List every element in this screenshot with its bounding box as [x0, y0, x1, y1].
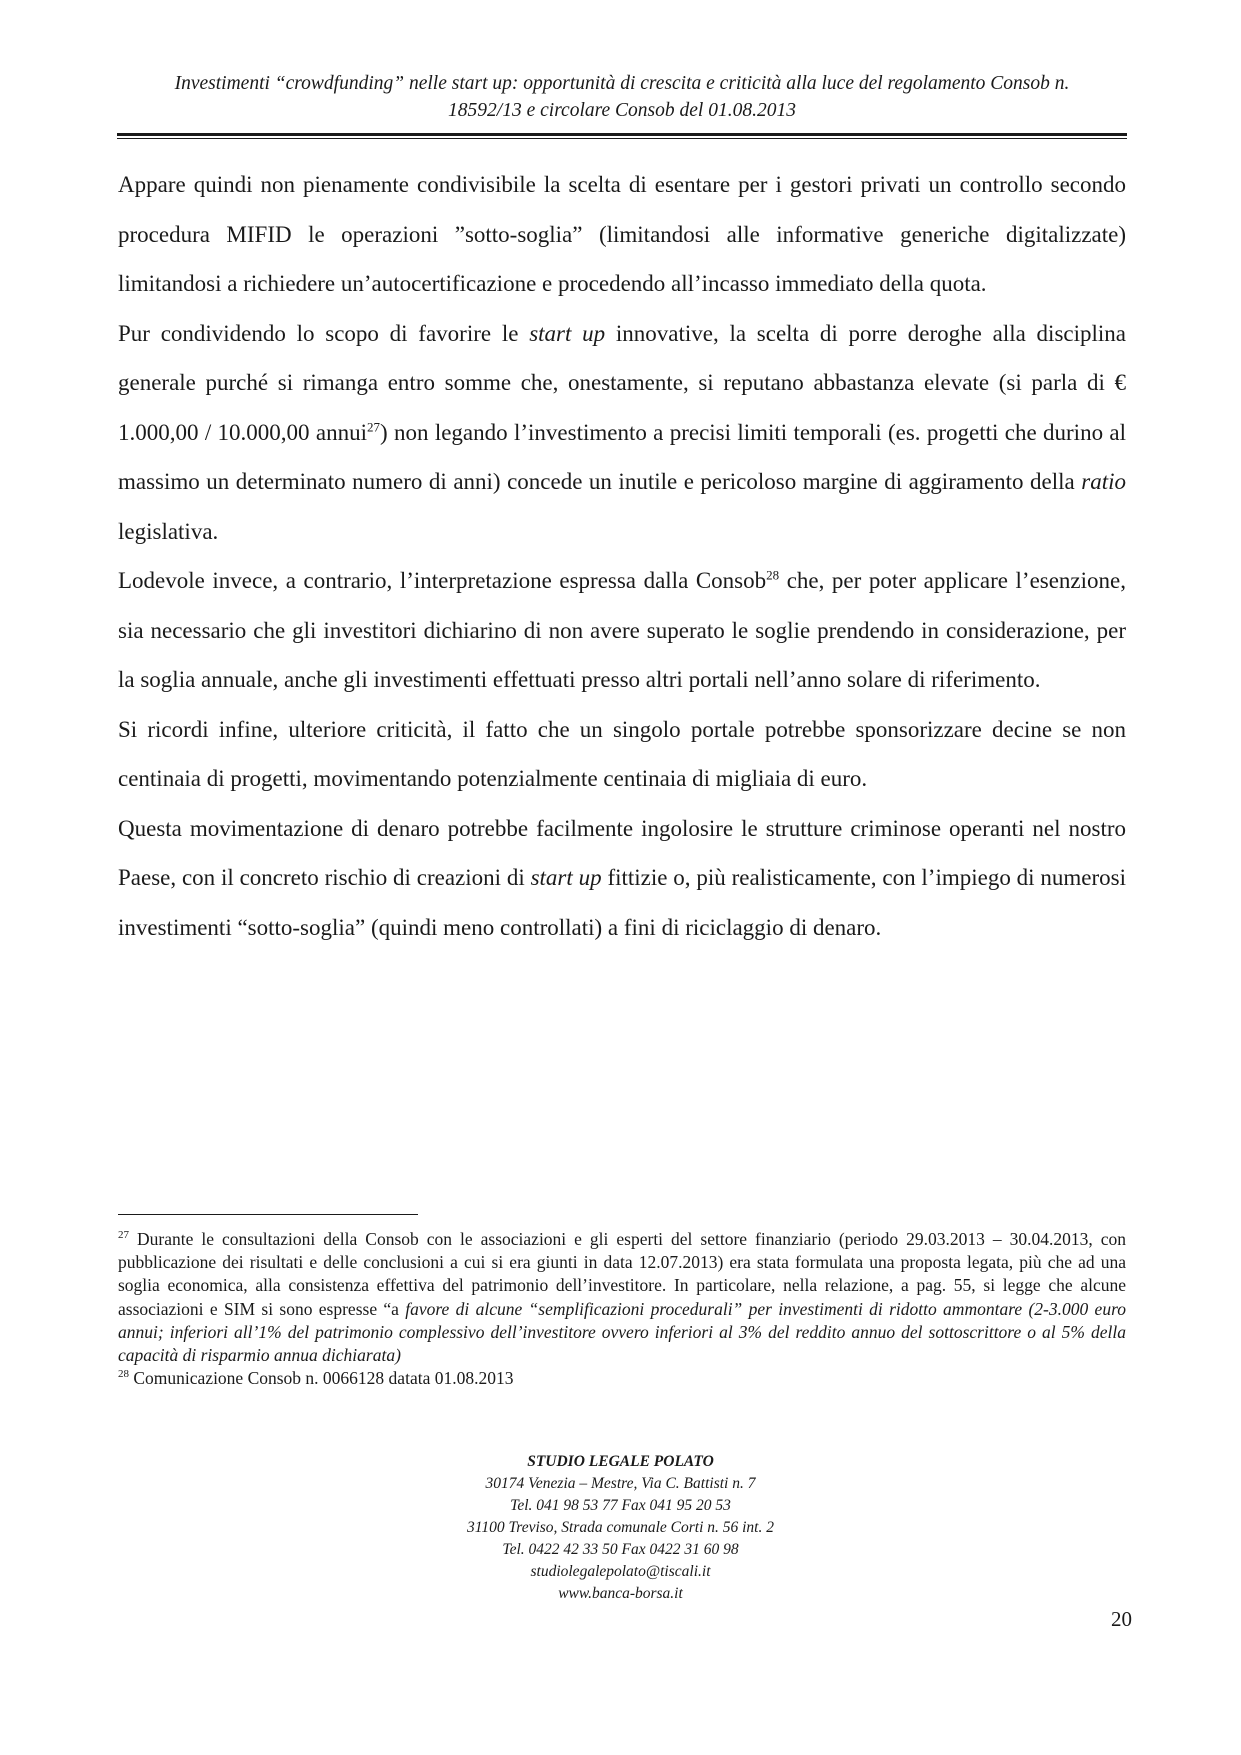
paragraph-1: Appare quindi non pienamente condivisibile la scelta di esentare per i gestori privati un controllo secondo procedura MIFID le operazioni ”sotto-soglia” (limitandosi alle informative generiche digitalizzate) limitandosi a richiedere un’autocertificazione e procedendo all’incasso immediato della quota. — [118, 172, 1126, 296]
footnotes — [118, 1228, 1126, 1390]
header-rule-thick — [117, 133, 1127, 136]
studio-tel-1: Tel. 041 98 53 77 Fax 041 95 20 53 — [510, 1497, 731, 1514]
footnote-ref-28[interactable]: 28 — [766, 567, 780, 583]
text: fittizie o, più realisticamente, con l’impiego di numerosi investimenti “sotto-soglia” (quindi meno controllati) a fini di riciclaggio di denaro. — [118, 865, 1127, 940]
main-text — [118, 160, 1126, 952]
text: ) non legando l’investimento a precisi limiti temporali (es. progetti che durino al massimo un determinato numero di anni) concede un inutile e pericoloso margine di aggiramento della — [118, 419, 1126, 494]
footnote-text: Comunicazione Consob n. 0066128 datata 01.08.2013 — [129, 1368, 514, 1389]
studio-address-2: 31100 Treviso, Strada comunale Corti n. 56 int. 2 — [467, 1519, 774, 1536]
footnote-separator — [118, 1214, 418, 1215]
text: che, per poter applicare l’esenzione, sia necessario che gli investitori dichiarino di non avere superato le soglie prendendo in considerazione, per la soglia annuale, anche gli investimenti effettuati presso altri portali nell’anno solare di riferimento. — [118, 568, 1126, 692]
page-number: 20 — [1111, 1607, 1132, 1631]
emphasis: start up — [529, 320, 606, 346]
text: innovative, la scelta di porre deroghe alla disciplina generale purché si rimanga entro somme che, onestamente, si reputano abbastanza elevate (si parla di € 1.000,00 / 10.000,00 annui — [118, 320, 1126, 445]
running-header — [112, 70, 1132, 124]
text: Questa movimentazione di denaro potrebbe facilmente ingolosire le strutture criminose operanti nel nostro Paese, con il concreto rischio di creazioni di — [118, 815, 1126, 890]
studio-tel-2: Tel. 0422 42 33 50 Fax 0422 31 60 98 — [502, 1541, 739, 1558]
footnote-28 — [118, 1367, 1126, 1390]
header-line-1: Investimenti “crowdfunding” nelle start up: opportunità di crescita e criticità alla luce del regolamento Consob n. — [174, 73, 1070, 94]
studio-email[interactable]: studiolegalepolato@tiscali.it — [530, 1563, 711, 1580]
text: Lodevole invece, a contrario, l’interpretazione espressa dalla Consob — [118, 568, 767, 593]
footnote-ref-27[interactable]: 27 — [367, 418, 380, 434]
paragraph-2 — [118, 309, 1126, 557]
emphasis: start up — [530, 865, 602, 890]
footnote-number: 28 — [118, 1368, 129, 1381]
header-line-2: 18592/13 e circolare Consob del 01.08.2013 — [448, 100, 796, 121]
studio-website[interactable]: www.banca-borsa.it — [558, 1585, 683, 1602]
text: legislativa. — [118, 518, 219, 544]
studio-name: STUDIO LEGALE POLATO — [527, 1453, 714, 1470]
paragraph-5 — [118, 804, 1126, 953]
footnote-27 — [118, 1228, 1126, 1367]
header-rule-thin — [117, 138, 1127, 139]
footnote-quote: favore di alcune “semplificazioni procedurali” per investimenti di ridotto ammontare (2-3.000 euro annui; inferiori all’1% del patrimonio complessivo dell’investitore ovvero inferiori al 3% del reddito annuo del sottoscrittore o al 5% della capacità di risparmio annua dichiarata) — [118, 1298, 1126, 1366]
paragraph-3 — [118, 556, 1126, 705]
paragraph-4: Si ricordi infine, ulteriore criticità, il fatto che un singolo portale potrebbe sponsorizzare decine se non centinaia di progetti, movimentando potenzialmente centinaia di migliaia di euro. — [118, 716, 1126, 791]
text: Pur condividendo lo scopo di favorire le — [118, 320, 530, 346]
footnote-text: Durante le consultazioni della Consob con le associazioni e gli esperti del settore finanziario (periodo 29.03.2013 – 30.04.2013, con pubblicazione dei risultati e delle conclusioni a cui si era giunti in data 12.07.2013) era stata formulata una proposta legata, più che ad una soglia economica, alla consistenza effettiva del patrimonio dell’investitore. In particolare, nella relazione, a pag. 55, si legge che alcune associazioni e SIM si sono espresse “a — [118, 1229, 1126, 1319]
studio-address-1: 30174 Venezia – Mestre, Via C. Battisti n. 7 — [485, 1475, 756, 1492]
footnote-number: 27 — [118, 1229, 129, 1242]
studio-footer — [300, 1451, 941, 1605]
emphasis: ratio — [1081, 469, 1126, 494]
